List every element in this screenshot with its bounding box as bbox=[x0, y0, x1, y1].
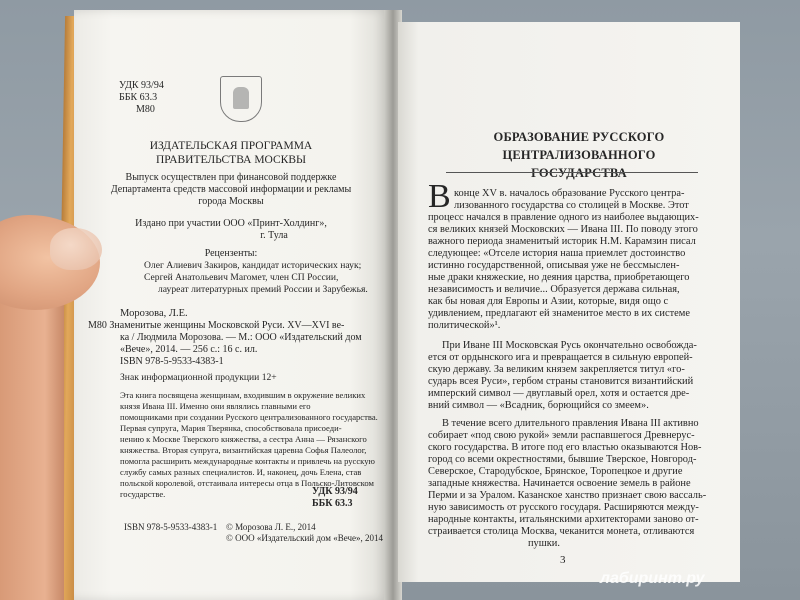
annotation-line-7: помогла расширить международные контакты и привлечь на русскую bbox=[120, 456, 375, 466]
text-line-27: народные контакты, итальянскими архитекторами заново от- bbox=[428, 514, 699, 525]
text-line-26: ную зависимость от русского государя. Расширяются между- bbox=[428, 502, 699, 513]
reviewer-2: Сергей Анатольевич Магомет, член СП России, bbox=[144, 272, 339, 283]
annotation-line-2: князя Ивана III. Именно они являлись главными его bbox=[120, 401, 311, 411]
text-line-14: ется от ордынского ига и превращается в сильную европей- bbox=[428, 352, 693, 363]
copyright-author: © Морозова Л. Е., 2014 bbox=[226, 522, 316, 532]
catalog-line-2: ка / Людмила Морозова. — М.: ООО «Издательский дом bbox=[120, 332, 362, 343]
text-line-18: вний символ — «Всадник, борющийся со змеем». bbox=[428, 400, 649, 411]
text-line-1: конце XV в. началось образование Русского центра- bbox=[454, 188, 685, 199]
catalog-isbn: ISBN 978-5-9533-4383-1 bbox=[120, 356, 224, 367]
isbn-bottom: ISBN 978-5-9533-4383-1 bbox=[124, 522, 218, 532]
age-mark: Знак информационной продукции 12+ bbox=[120, 372, 277, 383]
annotation-line-1: Эта книга посвящена женщинам, входившим в окружение великих bbox=[120, 390, 366, 400]
support-line-3: города Москвы bbox=[198, 196, 264, 207]
annotation-line-3: помощниками при создании Русского централизованного государства. bbox=[120, 412, 378, 422]
support-line-1: Выпуск осуществлен при финансовой поддержке bbox=[125, 172, 337, 183]
page-number: 3 bbox=[560, 554, 566, 566]
annotation-line-8: службу самых разных специалистов. И, наконец, дочь Елена, став bbox=[120, 467, 362, 477]
right-page bbox=[398, 22, 740, 582]
udk-bottom: УДК 93/94 bbox=[312, 486, 358, 497]
annotation-line-5: нению к Москве Тверского княжества, а сестра Анна — Рязанского bbox=[120, 434, 367, 444]
text-line-23: Северское, Стародубское, Брянское, Торопецкое и другие bbox=[428, 466, 683, 477]
reviewers-heading: Рецензенты: bbox=[204, 248, 258, 259]
reviewer-1: Олег Алиевич Закиров, кандидат исторических наук; bbox=[144, 260, 362, 271]
catalog-author: Морозова, Л.Е. bbox=[120, 308, 188, 319]
program-line-2: ПРАВИТЕЛЬСТВА МОСКВЫ bbox=[155, 154, 307, 166]
text-line-22: город со всеми окрестностями, бывшие Тверское, Новгород- bbox=[428, 454, 697, 465]
partner-line-2: г. Тула bbox=[260, 230, 288, 241]
chapter-title bbox=[454, 128, 704, 182]
text-line-25: Перми и за Уралом. Казанское ханство признает свою вассаль- bbox=[428, 490, 707, 501]
text-line-7: истинно государственной, описывая уже не бессмыслен- bbox=[428, 260, 680, 271]
text-line-9: независимость и величие... Образуется держава сильная, bbox=[428, 284, 680, 295]
annotation-line-9: польской королевой, отстаивала интересы отца в Польско-Литовском bbox=[120, 478, 374, 488]
text-line-13: При Иване III Московская Русь окончательно освобожда- bbox=[442, 340, 697, 351]
text-line-10: как бы новая для Европы и Азии, которые, видя ощо с bbox=[428, 296, 669, 307]
text-line-2: лизованного государства со столицей в Москве. Этот bbox=[454, 200, 689, 211]
thumb-nail bbox=[50, 228, 102, 270]
text-line-16: сударь всея Руси», гербом страны становится византийский bbox=[428, 376, 694, 387]
annotation-line-10: государстве. bbox=[120, 489, 166, 499]
text-line-29: пушки. bbox=[528, 538, 560, 549]
text-line-6: следующее: «Отселе история наша приемлет достоинство bbox=[428, 248, 686, 259]
text-line-5: важного периода знаменитый историк Н.М. Карамзин писал bbox=[428, 236, 696, 247]
text-line-15: скую державу. За великим князем закрепляется титул «го- bbox=[428, 364, 685, 375]
chapter-title-line-2: ЦЕНТРАЛИЗОВАННОГО ГОСУДАРСТВА bbox=[502, 148, 656, 180]
text-line-24: западные княжества. Начинается освоение земель в районе bbox=[428, 478, 691, 489]
text-line-4: ся великих князей Московских — Ивана III. По поводу этого bbox=[428, 224, 698, 235]
support-line-2: Департамента средств массовой информации и рекламы bbox=[110, 184, 352, 195]
bbk-bottom: ББК 63.3 bbox=[312, 498, 353, 509]
moscow-emblem-icon bbox=[220, 76, 262, 122]
partner-line-1: Издано при участии ООО «Принт-Холдинг», bbox=[135, 218, 327, 229]
text-line-28: страивается столица Москва, чеканится монета, отливаются bbox=[428, 526, 695, 537]
program-line-1: ИЗДАТЕЛЬСКАЯ ПРОГРАММА bbox=[149, 140, 313, 152]
author-mark: М80 bbox=[136, 104, 155, 115]
title-rule bbox=[446, 172, 698, 173]
text-line-21: ского государства. В итоге под его властью оказываются Нов- bbox=[428, 442, 702, 453]
copyright-publisher: © ООО «Издательский дом «Вече», 2014 bbox=[226, 533, 383, 543]
annotation-line-6: княжества. Вторая супруга, византийская царевна Софья Палеолог, bbox=[120, 445, 367, 455]
left-page bbox=[74, 10, 388, 600]
text-line-19: В течение всего длительного правления Ивана III активно bbox=[442, 418, 699, 429]
text-line-3: процесс начался в правление одного из наиболее выдающих- bbox=[428, 212, 699, 223]
text-line-20: собирает «под свою рукой» земли распавшегося Древнерус- bbox=[428, 430, 695, 441]
catalog-line-1: М80 Знаменитые женщины Московской Руси. XV—XVI ве- bbox=[88, 320, 345, 331]
text-line-12: политической»¹. bbox=[428, 320, 501, 331]
text-line-17: имперский символ — двуглавый орел, хотя и остается дре- bbox=[428, 388, 690, 399]
site-watermark: лабиринт.ру bbox=[600, 570, 705, 587]
drop-cap: В bbox=[428, 178, 451, 215]
text-line-8: ные драки княжеские, но деяния царства, приобретающего bbox=[428, 272, 690, 283]
chapter-title-line-1: ОБРАЗОВАНИЕ РУССКОГО bbox=[493, 130, 665, 144]
catalog-line-3: «Вече», 2014. — 256 с.: 16 с. ил. bbox=[120, 344, 258, 355]
text-line-11: удивлением, предлагают ей знаменитое место в их системе bbox=[428, 308, 690, 319]
reviewer-2-award: лауреат литературных премий России и Зарубежья. bbox=[158, 284, 368, 295]
annotation-line-4: Первая супруга, Мария Тверянка, способствовала присоеди- bbox=[120, 423, 342, 433]
bbk-code: ББК 63.3 bbox=[119, 92, 158, 103]
udk-code: УДК 93/94 bbox=[119, 80, 164, 91]
